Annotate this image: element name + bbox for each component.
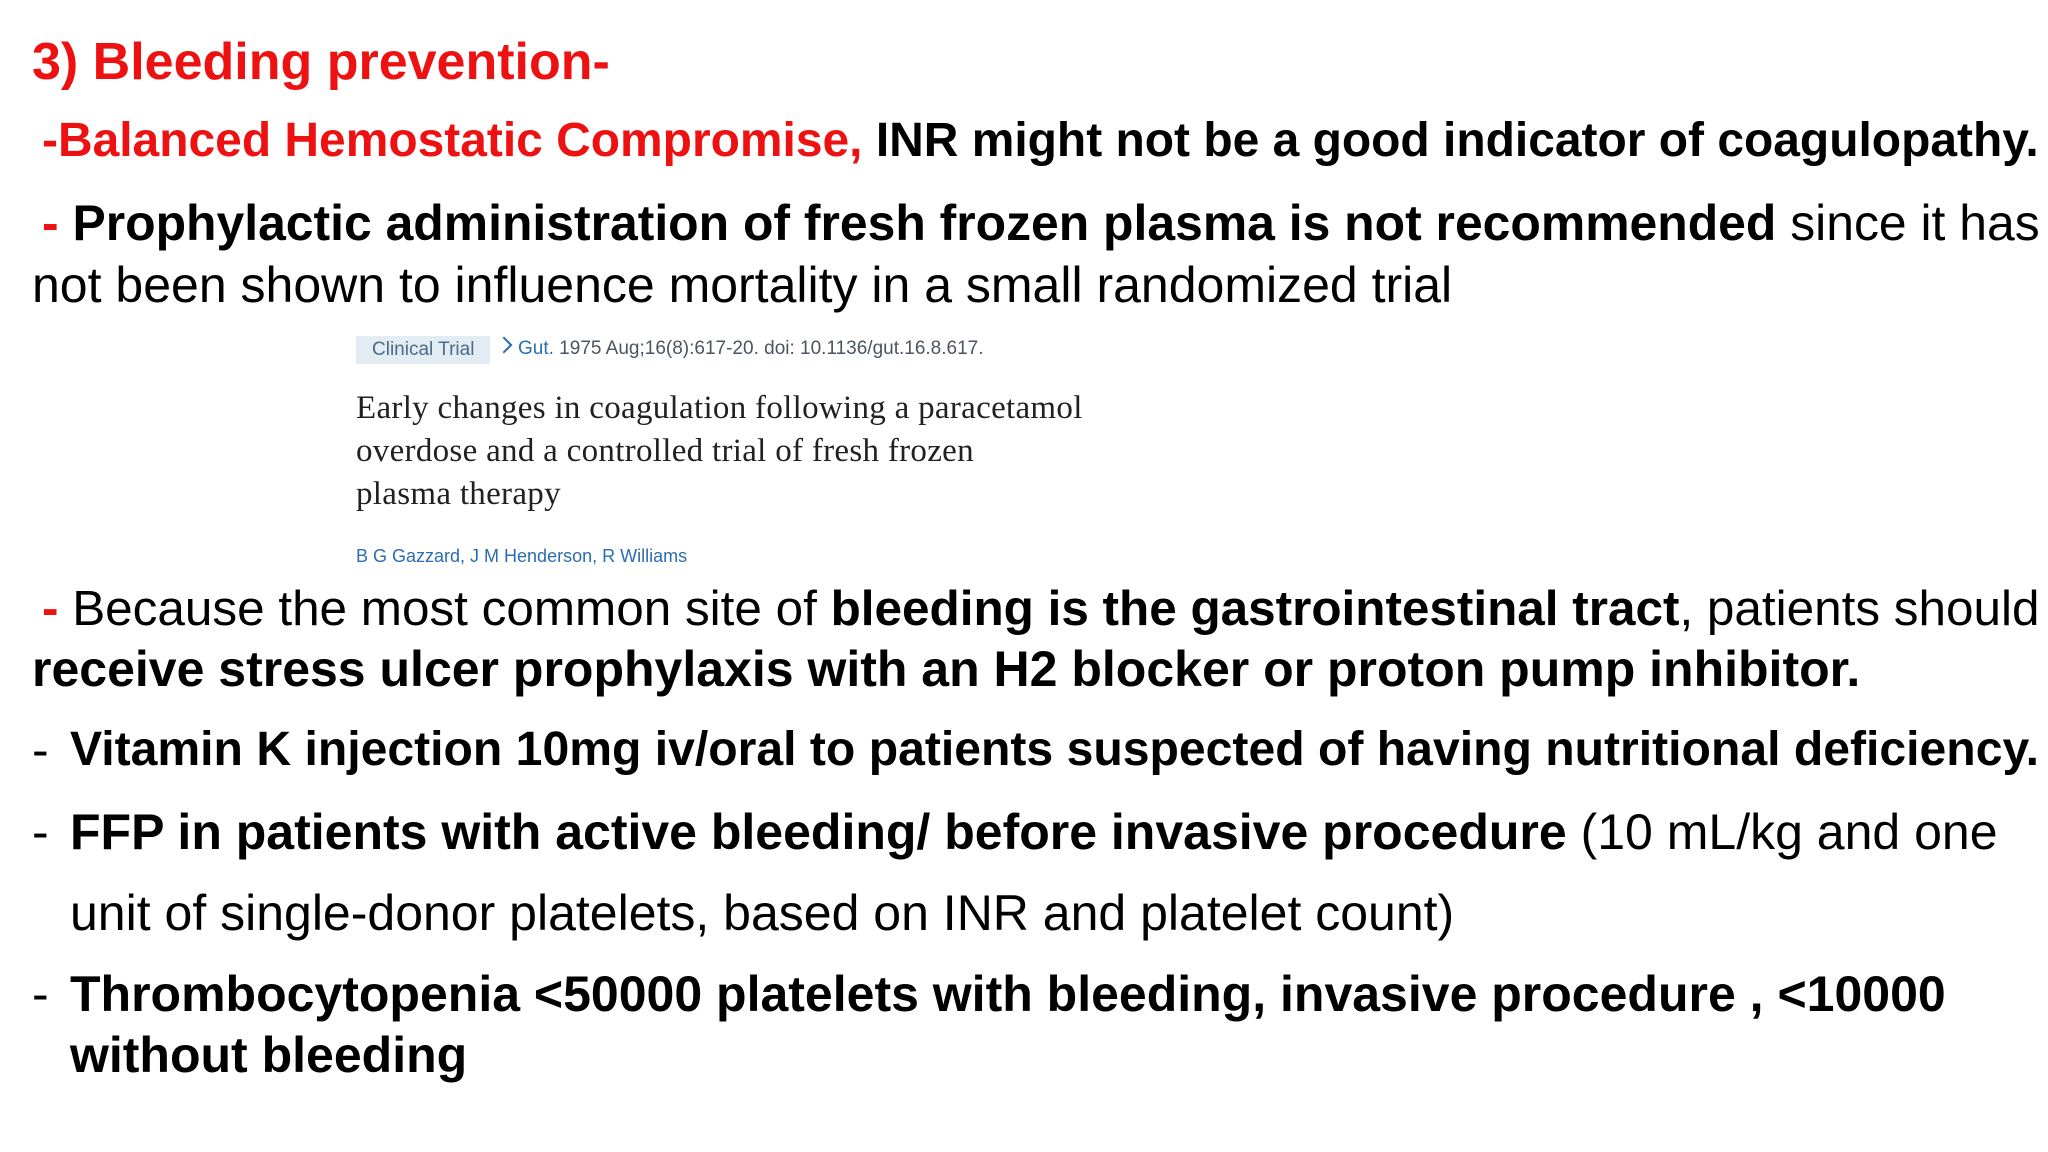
- point6-dash: -: [32, 966, 49, 1022]
- point-balanced-hemostatic: [42, 114, 2039, 167]
- paper-title-line: overdose and a controlled trial of fresh frozen: [356, 433, 974, 469]
- journal-details: 1975 Aug;16(8):617-20. doi: 10.1136/gut.16.8.617.: [553, 338, 984, 359]
- paper-authors[interactable]: B G Gazzard, J M Henderson, R Williams: [356, 546, 688, 566]
- point3-pre: Because the most common site of: [72, 581, 831, 636]
- point5-line2: unit of single-donor platelets, based on INR and platelet count): [70, 885, 1455, 941]
- journal-reference: [518, 338, 984, 360]
- clinical-trial-badge: Clinical Trial: [356, 336, 490, 364]
- point-gi-bleeding: [42, 581, 2040, 636]
- point4-dash: -: [32, 722, 49, 778]
- point1-label: -Balanced Hemostatic Compromise,: [42, 114, 863, 167]
- paper-title-line: Early changes in coagulation following a paracetamol: [356, 390, 1083, 426]
- slide-heading: 3) Bleeding prevention-: [32, 33, 610, 91]
- chevron-right-icon: [496, 337, 513, 354]
- point-thrombocytopenia: Thrombocytopenia <50000 platelets with bleeding, invasive procedure , <10000: [70, 966, 1946, 1022]
- point3-bold: bleeding is the gastrointestinal tract: [830, 581, 1680, 636]
- point5-dash: -: [32, 804, 49, 860]
- paper-title-line: plasma therapy: [356, 476, 561, 512]
- point-ffp-active-bleeding: [70, 804, 1998, 860]
- point2-bold: Prophylactic administration of fresh frozen plasma is not recommended: [72, 195, 1777, 251]
- citation-card: [350, 325, 1230, 575]
- point2-line2: not been shown to influence mortality in a small randomized trial: [32, 257, 1453, 313]
- paper-title: [356, 387, 1216, 516]
- point-vitamin-k: Vitamin K injection 10mg iv/oral to patients suspected of having nutritional deficiency.: [70, 722, 2040, 776]
- point3-line2: receive stress ulcer prophylaxis with an H2 blocker or proton pump inhibitor.: [32, 641, 1861, 697]
- journal-name[interactable]: Gut.: [518, 338, 554, 359]
- point3-dash: -: [42, 581, 73, 636]
- point1-text: INR might not be a good indicator of coagulopathy.: [862, 114, 2039, 167]
- point6-line2: without bleeding: [70, 1027, 468, 1083]
- point5-bold: FFP in patients with active bleeding/ before invasive procedure: [70, 804, 1567, 860]
- point3-post: , patients should: [1679, 581, 2040, 636]
- point-prophylactic-ffp: [42, 195, 2040, 251]
- point5-rest: (10 mL/kg and one: [1566, 804, 1998, 860]
- point2-dash: -: [42, 195, 73, 251]
- point2-rest: since it has: [1776, 195, 2040, 251]
